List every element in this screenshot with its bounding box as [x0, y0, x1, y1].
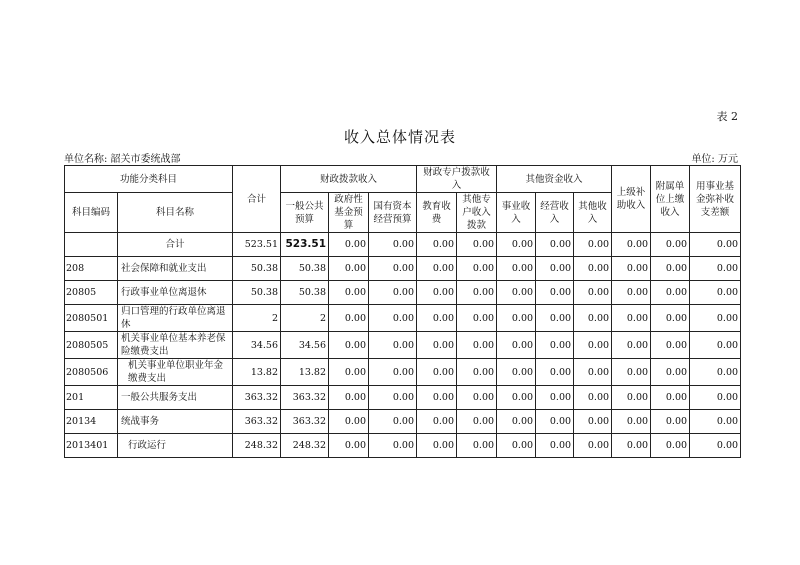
cell-total: 363.32 [233, 386, 281, 410]
cell-business-income: 0.00 [497, 359, 536, 386]
cell-total: 523.51 [233, 233, 281, 257]
table-row [65, 257, 741, 281]
cell-affiliated: 0.00 [651, 410, 690, 434]
header-other-income: 其他收入 [574, 193, 612, 233]
cell-gov-fund: 0.00 [329, 257, 369, 281]
row-name: 统战事务 [118, 410, 233, 434]
cell-total: 50.38 [233, 257, 281, 281]
cell-affiliated: 0.00 [651, 257, 690, 281]
cell-business-income: 0.00 [497, 410, 536, 434]
header-fiscal-special: 财政专户拨款收入 [417, 166, 497, 193]
cell-upper-subsidy: 0.00 [612, 281, 651, 305]
cell-affiliated: 0.00 [651, 386, 690, 410]
cell-upper-subsidy: 0.00 [612, 305, 651, 332]
cell-state-capital: 0.00 [369, 281, 417, 305]
header-total: 合计 [233, 166, 281, 233]
cell-business-income: 0.00 [497, 332, 536, 359]
table-row [65, 233, 741, 257]
header-gov-fund: 政府性基金预算 [329, 193, 369, 233]
table-row [65, 281, 741, 305]
row-code: 208 [65, 257, 118, 281]
cell-affiliated: 0.00 [651, 434, 690, 458]
cell-operating-income: 0.00 [536, 434, 574, 458]
cell-reserve: 0.00 [690, 332, 741, 359]
header-other-special: 其他专户收入拨款 [457, 193, 497, 233]
cell-affiliated: 0.00 [651, 233, 690, 257]
cell-reserve: 0.00 [690, 410, 741, 434]
cell-total: 2 [233, 305, 281, 332]
cell-other-income: 0.00 [574, 332, 612, 359]
cell-upper-subsidy: 0.00 [612, 233, 651, 257]
cell-state-capital: 0.00 [369, 410, 417, 434]
table-row [65, 410, 741, 434]
cell-reserve: 0.00 [690, 386, 741, 410]
cell-edu-fee: 0.00 [417, 233, 457, 257]
row-code: 2080505 [65, 332, 118, 359]
header-reserve: 用事业基金弥补收支差额 [690, 166, 741, 233]
cell-state-capital: 0.00 [369, 359, 417, 386]
header-subject-code: 科目编码 [65, 193, 118, 233]
cell-total: 50.38 [233, 281, 281, 305]
cell-reserve: 0.00 [690, 233, 741, 257]
currency-unit: 单位: 万元 [691, 154, 738, 165]
cell-upper-subsidy: 0.00 [612, 386, 651, 410]
page-title: 收入总体情况表 [343, 128, 456, 146]
cell-other-income: 0.00 [574, 257, 612, 281]
cell-other-income: 0.00 [574, 386, 612, 410]
table-row [65, 386, 741, 410]
cell-general-budget: 363.32 [281, 386, 329, 410]
cell-operating-income: 0.00 [536, 359, 574, 386]
cell-state-capital: 0.00 [369, 332, 417, 359]
cell-general-budget: 13.82 [281, 359, 329, 386]
header-fiscal: 财政拨款收入 [281, 166, 417, 193]
header-business-income: 事业收入 [497, 193, 536, 233]
cell-operating-income: 0.00 [536, 332, 574, 359]
cell-general-budget: 2 [281, 305, 329, 332]
cell-business-income: 0.00 [497, 281, 536, 305]
cell-other-income: 0.00 [574, 410, 612, 434]
row-code: 2080501 [65, 305, 118, 332]
cell-edu-fee: 0.00 [417, 305, 457, 332]
cell-reserve: 0.00 [690, 257, 741, 281]
cell-other-special: 0.00 [457, 359, 497, 386]
cell-total: 363.32 [233, 410, 281, 434]
cell-gov-fund: 0.00 [329, 359, 369, 386]
row-name: 行政事业单位离退休 [118, 281, 233, 305]
row-name: 行政运行 [118, 434, 233, 458]
cell-operating-income: 0.00 [536, 410, 574, 434]
cell-state-capital: 0.00 [369, 305, 417, 332]
cell-state-capital: 0.00 [369, 257, 417, 281]
cell-operating-income: 0.00 [536, 305, 574, 332]
cell-other-income: 0.00 [574, 434, 612, 458]
cell-upper-subsidy: 0.00 [612, 257, 651, 281]
cell-state-capital: 0.00 [369, 386, 417, 410]
cell-other-special: 0.00 [457, 281, 497, 305]
cell-operating-income: 0.00 [536, 281, 574, 305]
row-name: 机关事业单位职业年金缴费支出 [118, 359, 233, 386]
cell-business-income: 0.00 [497, 233, 536, 257]
cell-gov-fund: 0.00 [329, 332, 369, 359]
cell-upper-subsidy: 0.00 [612, 410, 651, 434]
cell-gov-fund: 0.00 [329, 434, 369, 458]
cell-reserve: 0.00 [690, 434, 741, 458]
cell-other-income: 0.00 [574, 359, 612, 386]
cell-general-budget: 248.32 [281, 434, 329, 458]
cell-state-capital: 0.00 [369, 434, 417, 458]
header-edu-fee: 教育收费 [417, 193, 457, 233]
cell-gov-fund: 0.00 [329, 233, 369, 257]
row-name: 机关事业单位基本养老保险缴费支出 [118, 332, 233, 359]
cell-general-budget: 523.51 [281, 233, 329, 257]
header-func-class: 功能分类科目 [65, 166, 233, 193]
cell-gov-fund: 0.00 [329, 305, 369, 332]
income-table [64, 165, 741, 458]
header-upper-subsidy: 上级补助收入 [612, 166, 651, 233]
table-row [65, 359, 741, 386]
cell-other-special: 0.00 [457, 434, 497, 458]
cell-total: 13.82 [233, 359, 281, 386]
cell-edu-fee: 0.00 [417, 386, 457, 410]
cell-upper-subsidy: 0.00 [612, 434, 651, 458]
cell-reserve: 0.00 [690, 281, 741, 305]
table-row [65, 434, 741, 458]
row-code [65, 233, 118, 257]
cell-total: 248.32 [233, 434, 281, 458]
cell-gov-fund: 0.00 [329, 386, 369, 410]
cell-affiliated: 0.00 [651, 332, 690, 359]
row-code: 2013401 [65, 434, 118, 458]
header-operating-income: 经营收入 [536, 193, 574, 233]
cell-state-capital: 0.00 [369, 233, 417, 257]
cell-edu-fee: 0.00 [417, 332, 457, 359]
unit-name: 单位名称: 韶关市委统战部 [64, 154, 181, 165]
cell-business-income: 0.00 [497, 434, 536, 458]
cell-other-special: 0.00 [457, 410, 497, 434]
cell-upper-subsidy: 0.00 [612, 359, 651, 386]
header-general-budget: 一般公共预算 [281, 193, 329, 233]
row-code: 20134 [65, 410, 118, 434]
cell-other-special: 0.00 [457, 233, 497, 257]
header-subject-name: 科目名称 [118, 193, 233, 233]
cell-gov-fund: 0.00 [329, 281, 369, 305]
cell-edu-fee: 0.00 [417, 434, 457, 458]
cell-business-income: 0.00 [497, 386, 536, 410]
cell-other-income: 0.00 [574, 305, 612, 332]
cell-other-special: 0.00 [457, 305, 497, 332]
cell-reserve: 0.00 [690, 359, 741, 386]
cell-other-special: 0.00 [457, 386, 497, 410]
row-code: 20805 [65, 281, 118, 305]
cell-edu-fee: 0.00 [417, 359, 457, 386]
table-number: 表 2 [716, 110, 738, 123]
cell-business-income: 0.00 [497, 305, 536, 332]
cell-other-special: 0.00 [457, 332, 497, 359]
cell-edu-fee: 0.00 [417, 281, 457, 305]
cell-business-income: 0.00 [497, 257, 536, 281]
cell-other-income: 0.00 [574, 233, 612, 257]
cell-total: 34.56 [233, 332, 281, 359]
row-code: 201 [65, 386, 118, 410]
row-name: 一般公共服务支出 [118, 386, 233, 410]
cell-operating-income: 0.00 [536, 233, 574, 257]
row-name: 社会保障和就业支出 [118, 257, 233, 281]
cell-affiliated: 0.00 [651, 359, 690, 386]
row-code: 2080506 [65, 359, 118, 386]
cell-edu-fee: 0.00 [417, 410, 457, 434]
cell-affiliated: 0.00 [651, 281, 690, 305]
header-state-capital: 国有资本经营预算 [369, 193, 417, 233]
cell-other-income: 0.00 [574, 281, 612, 305]
cell-affiliated: 0.00 [651, 305, 690, 332]
cell-general-budget: 50.38 [281, 257, 329, 281]
cell-operating-income: 0.00 [536, 257, 574, 281]
cell-operating-income: 0.00 [536, 386, 574, 410]
cell-other-special: 0.00 [457, 257, 497, 281]
cell-upper-subsidy: 0.00 [612, 332, 651, 359]
cell-gov-fund: 0.00 [329, 410, 369, 434]
cell-reserve: 0.00 [690, 305, 741, 332]
cell-general-budget: 50.38 [281, 281, 329, 305]
table-row [65, 305, 741, 332]
cell-general-budget: 34.56 [281, 332, 329, 359]
row-name: 归口管理的行政单位离退休 [118, 305, 233, 332]
table-row [65, 332, 741, 359]
header-other-funds: 其他资金收入 [497, 166, 612, 193]
header-affiliated: 附属单位上缴收入 [651, 166, 690, 233]
row-name: 合计 [118, 233, 233, 257]
cell-edu-fee: 0.00 [417, 257, 457, 281]
cell-general-budget: 363.32 [281, 410, 329, 434]
